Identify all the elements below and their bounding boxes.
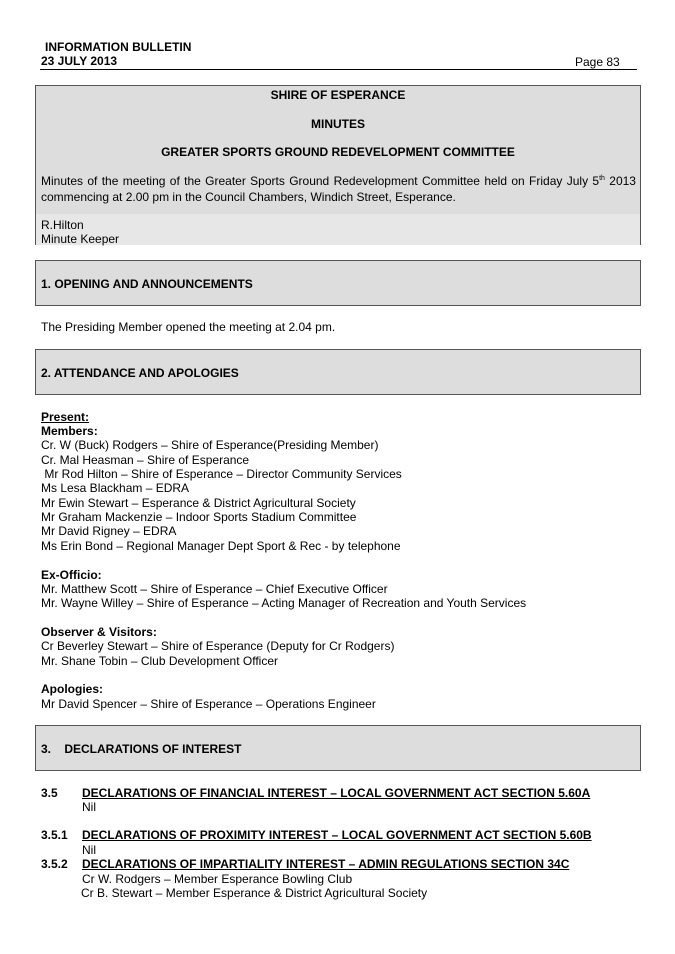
intro-superscript: th: [599, 175, 605, 182]
apologies-label: Apologies:: [41, 682, 103, 696]
minutes-title-box: [35, 85, 641, 245]
declaration-text: Nil: [82, 843, 96, 857]
observer-item: Cr Beverley Stewart – Shire of Esperance (Deputy for Cr Rodgers): [41, 639, 395, 653]
opening-text: The Presiding Member opened the meeting at 2.04 pm.: [41, 320, 336, 334]
section-2-heading: 2. ATTENDANCE AND APOLOGIES: [41, 366, 239, 380]
declaration-text: Cr W. Rodgers – Member Esperance Bowling Club: [82, 872, 353, 886]
member-item: Mr Rod Hilton – Shire of Esperance – Director Community Services: [41, 467, 402, 481]
minute-keeper-name: R.Hilton: [41, 218, 84, 232]
intro-text-part1: Minutes of the meeting of the Greater Sports Ground Redevelopment Committee held on Friday July 5: [41, 174, 600, 188]
financial-interest-title: DECLARATIONS OF FINANCIAL INTEREST – LOCAL GOVERNMENT ACT SECTION 5.60A: [82, 786, 591, 800]
section-2-heading-box: [35, 349, 641, 395]
declaration-number: 3.5: [41, 786, 58, 800]
present-label: Present:: [41, 410, 90, 424]
observer-item: Mr. Shane Tobin – Club Development Officer: [41, 654, 279, 668]
declaration-text: Cr B. Stewart – Member Esperance & District Agricultural Society: [81, 886, 428, 900]
member-item: Cr. Mal Heasman – Shire of Esperance: [41, 453, 250, 467]
declaration-number: 3.5.2: [41, 857, 68, 871]
exofficio-label: Ex-Officio:: [41, 568, 102, 582]
intro-text-part2: 2013 commencing at 2.00 pm in the Council Chambers, Windich Street, Esperance.: [41, 174, 636, 204]
bulletin-date: 23 JULY 2013: [41, 54, 118, 68]
section-3-heading: 3. DECLARATIONS OF INTEREST: [41, 742, 242, 756]
member-item: Cr. W (Buck) Rodgers – Shire of Esperance(Presiding Member): [41, 438, 379, 452]
declaration-number: 3.5.1: [41, 828, 68, 842]
committee-name: GREATER SPORTS GROUND REDEVELOPMENT COMMITTEE: [161, 145, 515, 159]
minutes-heading: MINUTES: [311, 117, 365, 131]
member-item: Mr Ewin Stewart – Esperance & District Agricultural Society: [41, 496, 356, 510]
exofficio-item: Mr. Matthew Scott – Shire of Esperance – Chief Executive Officer: [41, 582, 388, 596]
members-label: Members:: [41, 424, 98, 438]
meeting-intro: [41, 173, 636, 205]
header-divider: [40, 69, 637, 70]
section-3-heading-box: [35, 725, 641, 771]
member-item: Ms Lesa Blackham – EDRA: [41, 481, 190, 495]
proximity-interest-title: DECLARATIONS OF PROXIMITY INTEREST – LOCAL GOVERNMENT ACT SECTION 5.60B: [82, 828, 592, 842]
page-number: Page 83: [575, 55, 620, 69]
member-item: Ms Erin Bond – Regional Manager Dept Sport & Rec - by telephone: [41, 539, 401, 553]
member-item: Mr David Rigney – EDRA: [41, 524, 177, 538]
apology-item: Mr David Spencer – Shire of Esperance – Operations Engineer: [41, 697, 376, 711]
bulletin-title: INFORMATION BULLETIN: [45, 40, 192, 54]
impartiality-interest-title: DECLARATIONS OF IMPARTIALITY INTEREST – ADMIN REGULATIONS SECTION 34C: [82, 857, 570, 871]
observers-label: Observer & Visitors:: [41, 625, 157, 639]
exofficio-item: Mr. Wayne Willey – Shire of Esperance – Acting Manager of Recreation and Youth Services: [41, 596, 527, 610]
organisation-name: SHIRE OF ESPERANCE: [270, 88, 406, 102]
section-1-heading-box: [35, 260, 641, 306]
section-1-heading: 1. OPENING AND ANNOUNCEMENTS: [41, 277, 253, 291]
member-item: Mr Graham Mackenzie – Indoor Sports Stadium Committee: [41, 510, 357, 524]
declaration-text: Nil: [82, 800, 96, 814]
minute-keeper-role: Minute Keeper: [41, 232, 120, 246]
